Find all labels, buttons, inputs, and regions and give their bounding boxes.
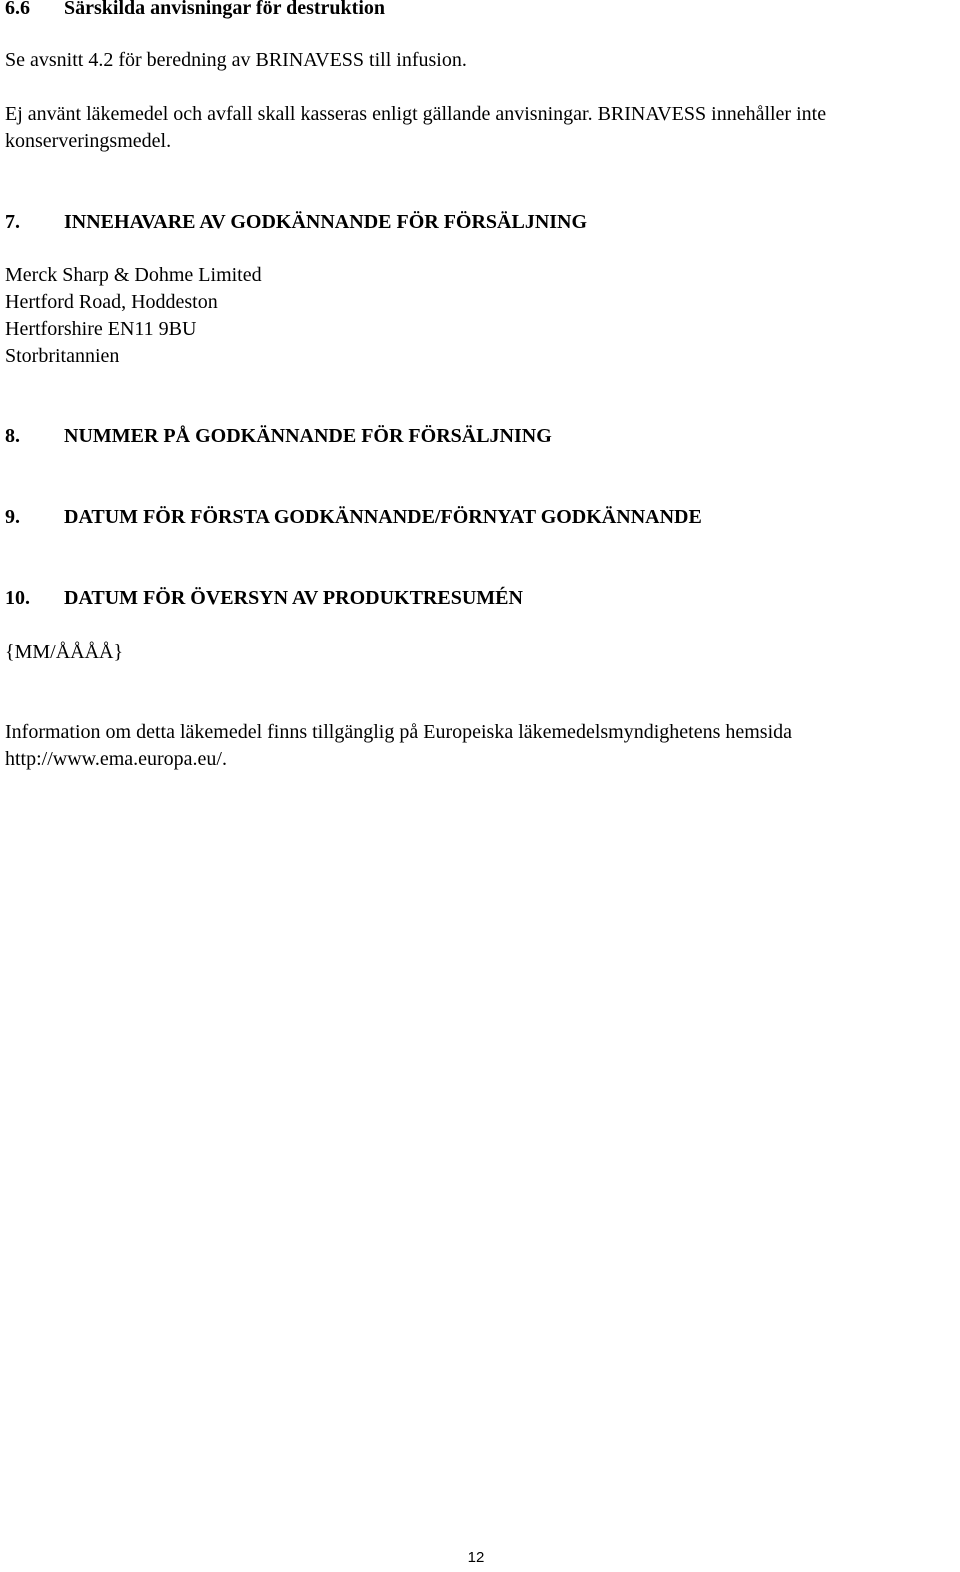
page-number <box>0 1548 960 1568</box>
section-8-number: 8. <box>5 425 20 447</box>
section-6-6-title: Särskilda anvisningar för destruktion <box>64 0 386 19</box>
section-10-title: DATUM FÖR ÖVERSYN AV PRODUKTRESUMÉN <box>64 587 523 609</box>
address-line: Hertford Road, Hoddeston <box>5 291 218 313</box>
section-10-heading <box>5 585 523 612</box>
section-6-6-paragraph-2-line-2: konserveringsmedel. <box>5 130 172 152</box>
section-6-6-paragraph-2-line-1: Ej använt läkemedel och avfall skall kasseras enligt gällande anvisningar. BRINAVESS innehåller inte <box>5 103 827 125</box>
section-9-heading <box>5 504 702 531</box>
section-6-6-paragraph-1: Se avsnitt 4.2 för beredning av BRINAVESS till infusion. <box>5 49 467 71</box>
page-number-value: 12 <box>467 1549 485 1566</box>
section-7-heading <box>5 209 587 236</box>
section-9-number: 9. <box>5 506 20 528</box>
date-placeholder: {MM/ÅÅÅÅ} <box>5 641 124 663</box>
section-10-number: 10. <box>5 587 30 609</box>
info-url[interactable]: http://www.ema.europa.eu/. <box>5 748 227 770</box>
section-9-title: DATUM FÖR FÖRSTA GODKÄNNANDE/FÖRNYAT GODKÄNNANDE <box>64 506 702 528</box>
section-6-6-number: 6.6 <box>5 0 30 19</box>
section-6-6-heading <box>5 0 385 22</box>
address-line: Hertforshire EN11 9BU <box>5 318 197 340</box>
info-line-1: Information om detta läkemedel finns tillgänglig på Europeiska läkemedelsmyndighetens hemsida <box>5 721 793 743</box>
section-8-heading <box>5 423 552 450</box>
address-line: Merck Sharp & Dohme Limited <box>5 264 262 286</box>
address-line: Storbritannien <box>5 345 120 367</box>
section-7-title: INNEHAVARE AV GODKÄNNANDE FÖR FÖRSÄLJNING <box>64 211 588 233</box>
section-7-number: 7. <box>5 211 20 233</box>
section-8-title: NUMMER PÅ GODKÄNNANDE FÖR FÖRSÄLJNING <box>64 425 552 447</box>
